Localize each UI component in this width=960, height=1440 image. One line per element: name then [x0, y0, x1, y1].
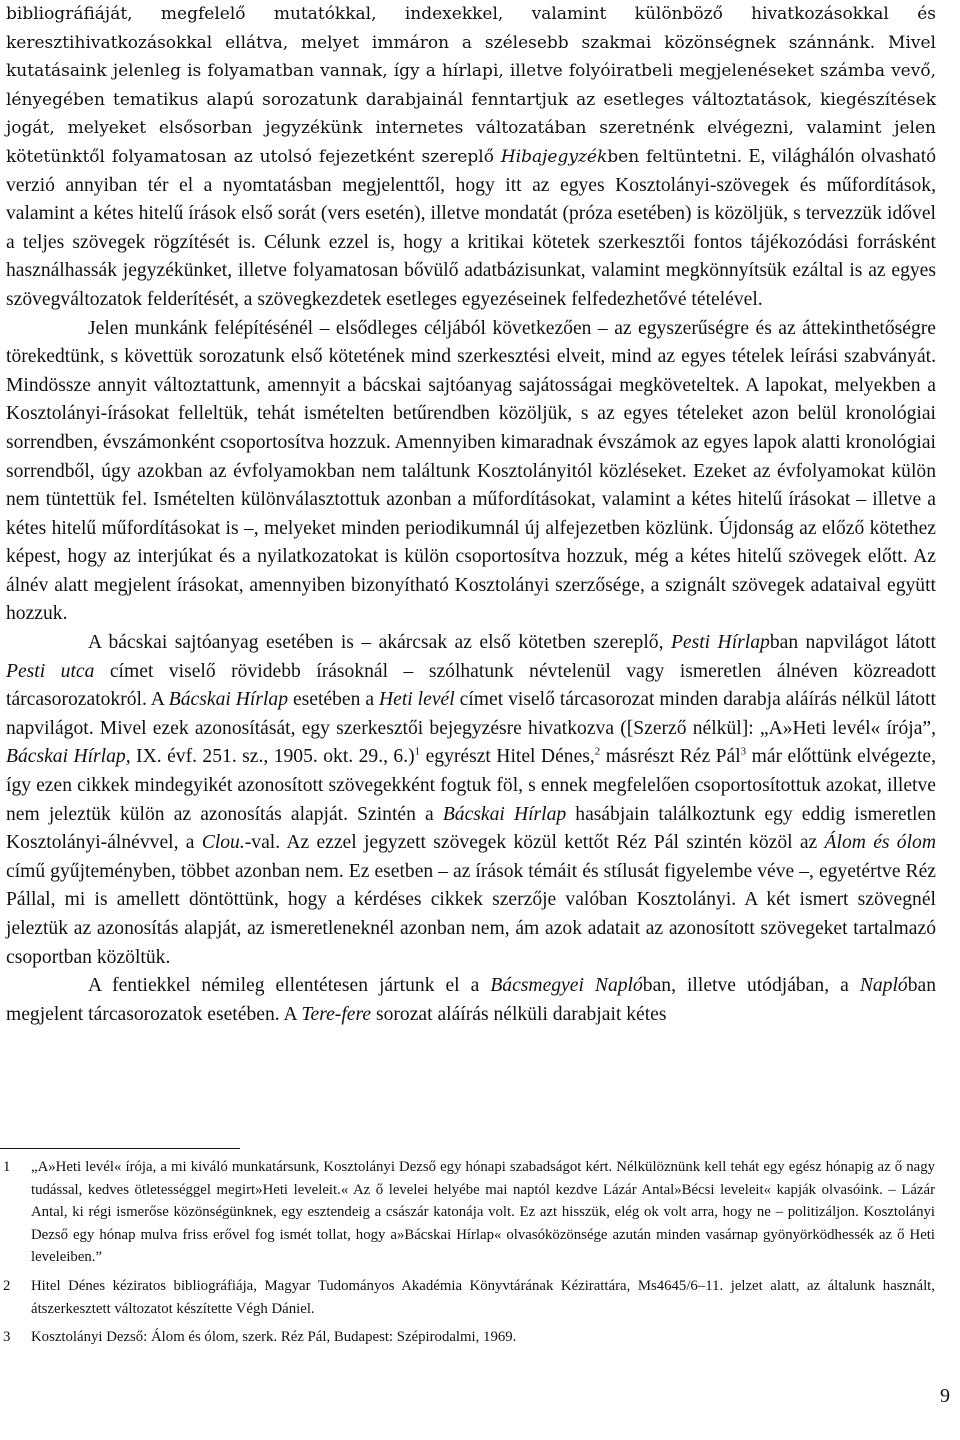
text-run: ban napvilágot látott [769, 632, 936, 654]
text-run: című gyűjteményben, többet azonban nem. Ez esetben – az írások témáit és stílusát figyelembe véve –, egyetértve Réz Pállal, mi is amellett döntöttünk, hogy a kérdéses cikkek szerzője valóban Kosztolányi. A két ismert szövegnél jeleztük az azonosítás alapját, az ismeretleneknél azonban nem, ám azok adatait az azonosított szövegeket tartalmazó csoportban közöltük. [6, 860, 936, 968]
italic-text: Pesti utca [6, 660, 95, 682]
paragraph [6, 972, 936, 1029]
text-run: egyrészt Hitel Dénes, [420, 746, 595, 768]
footnote [0, 1275, 935, 1320]
italic-text: Napló [859, 975, 908, 997]
text-run: A bácskai sajtóanyag esetében is – akárcsak az első kötetben szereplő, [88, 632, 671, 654]
footnote [0, 1156, 935, 1269]
footnote-number: 1 [3, 1159, 11, 1175]
text-run: IX. évf. 251. sz., 1905. okt. 29., 6.) [130, 746, 415, 768]
main-text [6, 0, 936, 1029]
footnote-number: 2 [3, 1277, 11, 1294]
footnote-separator [0, 1148, 240, 1149]
text-run: ban, illetve utódjában, a [642, 975, 860, 997]
text-run: hasábjain találkoztunk egy eddig ismeretlen Kosztolányi-álnévvel, a [6, 803, 936, 854]
footnote-reference: 2 [594, 745, 601, 758]
italic-text: Bácskai Hírlap [168, 689, 289, 711]
footnote-reference: 3 [740, 745, 747, 758]
footnote-text: „A»Heti levél« írója, a mi kiváló munkatársunk, Kosztolányi Dezső egy hónapi szabadságot kért. Nélkülöznünk kell tehát egy egész hónapig az ő nagy tudással, kedves ötletességgel megirt»Heti leveleit.« Az ő levelei helyébe mai naptól kezdve Lázár Antal»Bécsi leveleit« kapják olvasóink. – Lázár Antal, ki régi ismerőse közönségünknek, egy esztendeig a császár katonája volt. Ez azt hisszük, elég ok volt arra, hogy ne – politizáljon. Kosztolányi Dezső egy hónap mulva friss erővel fog ismét tollat, hogy a»Bácskai Hírlap« olvasóközönsége azután minden vasárnap gyönyörködhessék az ő Heti leveleiben.” [31, 1159, 935, 1266]
text-run: E, világhálón olvasható verzió annyiban tér el a nyomtatásban megjelenttől, hogy itt az egyes Kosztolányi-szövegek és műfordítások, valamint a kétes hitelű írások első sorát (vers esetén), illetve mondatát (próza esetében) is közöljük, s tervezzük idővel a teljes szövegek rögzítését is. Célunk ezzel is, hogy a kritikai kötetek szerkesztői fontos tájékozódási forrásként használhassák jegyzékünket, illetve folyamatosan bővülő adatbázisunkat, valamint megkönnyítsük ezáltal is az egyes szövegváltozatok felderítését, a szövegkezdetek esetleges egyezéseinek felfedezhetővé tételével. [6, 145, 936, 310]
footnote-text: Hitel Dénes kéziratos bibliográfiája, Magyar Tudományos Akadémia Könyvtárának Kézirattára, Ms4645/6–11. jelzet alatt, az általunk használt, átszerkesztett változatot készítette Végh Dániel. [31, 1277, 935, 1317]
italic-text: Álom és ólom [824, 832, 936, 854]
italic-text: Bácsmegyei Napló [490, 975, 643, 997]
page-number: 9 [940, 1385, 950, 1407]
footnote-reference: 1 [414, 745, 421, 758]
footnote-text: Kosztolányi Dezső: Álom és ólom, szerk. Réz Pál, Budapest: Szépirodalmi, 1969. [31, 1329, 517, 1346]
paragraph [6, 0, 936, 315]
text-run: ban megjelent tárcasorozatok esetében. A [6, 975, 937, 1025]
text-run: -val. Az ezzel jegyzett szövegek közül kettőt Réz Pál szintén közöl az [244, 832, 825, 854]
italic-text: Bácskai Hírlap, [6, 746, 131, 768]
footnote [0, 1326, 935, 1349]
italic-text: Heti levél [379, 689, 455, 711]
italic-text: Pesti Hírlap [670, 632, 770, 654]
footnote-number: 3 [3, 1329, 11, 1346]
text-run: már előttünk elvégezte, így ezen cikkek mindegyikét azonosított szövegekként fogtuk föl, s ennek megfelelően csoportosítottuk azokat, illetve nem jeleztük külön az azonosítás alapját. Szintén a [6, 746, 937, 825]
text-run: másrészt Réz Pál [600, 746, 741, 768]
text-run: bibliográfiáját, megfelelő mutatókkal, indexekkel, valamint különböző hivatkozásokkal és keresztihivatkozásokkal ellátva, melyet immáron a szélesebb szakmai közönségnek szánnánk. Mivel kutatásaink jelenleg is folyamatban vannak, így a hírlapi, illetve folyóiratbeli megjelenéseket számba vevő, lényegében tematikus alapú sorozatunk darabjainál fenntartjuk az esetleges változtatások, kiegészítések jogát, melyeket elsősorban jegyzékünk internetes változatában szeretnénk elvégezni, valamint jelen kötetünktől folyamatosan az utolsó fejezetként szereplő [6, 4, 936, 167]
paragraph [6, 315, 936, 630]
text-run: ben feltüntetni. [607, 146, 743, 167]
italic-text: Clou. [201, 832, 245, 854]
italic-text: Hibajegyzék [500, 146, 608, 167]
text-run: címet viselő tárcasorozat minden darabja aláírás nélkül látott napvilágot. Mivel ezek azonosítását, egy szerkesztői bejegyzésre hivatkozva ([Szerző nélkül]: „A»Heti levél« írója”, [6, 689, 936, 739]
text-run: címet viselő rövidebb írásoknál – szólhatunk névtelenül vagy ismeretlen álnéven közreadott tárcasorozatokról. A [6, 660, 936, 711]
italic-text: Tere-fere [301, 1003, 372, 1025]
text-run: A fentiekkel némileg ellentétesen jártunk el a [88, 975, 491, 997]
italic-text: Bácskai Hírlap [442, 803, 567, 825]
text-run: esetében a [288, 689, 379, 711]
text-run: Jelen munkánk felépítésénél – elsődleges céljából következően – az egyszerűségre és az áttekinthetőségre törekedtünk, s követtük sorozatunk első kötetének mind szerkesztési elveit, mind az egyes tételek leírási szabványát. Mindössze annyit változtattunk, amennyit a bácskai sajtóanyag sajátosságai megköveteltek. A lapokat, melyekben a Kosztolányi-írásokat felleltük, tehát ismételten betűrendben közöljük, s az egyes tételeket azon belül kronológiai sorrendben, évszámonként csoportosítva hozzuk. Amennyiben kimaradnak évszámok az egyes lapok alatti kronológiai sorrendből, úgy azokban az évfolyamokban nem találtunk Kosztolányitól közléseket. Ezeket az évfolyamokat külön nem tüntettük fel. Ismételten különválasztottuk azonban a műfordításokat, valamint a kétes hitelű írásokat – illetve a kétes hitelű műfordításokat is –, melyeket minden periodikumnál új alfejezetben közlünk. Újdonság az előző kötethez képest, hogy az interjúkat és a nyilatkozatokat is külön csoportosítva hozzuk, még a kétes hitelű szövegek előtt. Az álnév alatt megjelent írásokat, amennyiben bizonyítható Kosztolányi szerzősége, a szignált szövegek adataival együtt hozzuk. [6, 317, 936, 625]
footnotes [0, 1156, 935, 1355]
text-run: sorozat aláírás nélküli darabjait kétes [371, 1003, 667, 1025]
paragraph [6, 629, 936, 972]
